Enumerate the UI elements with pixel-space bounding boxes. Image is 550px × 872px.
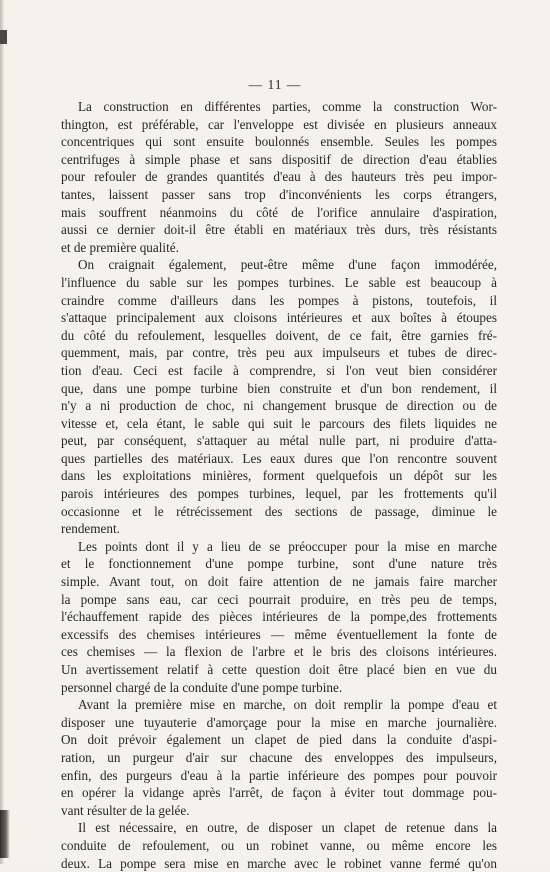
text-line: personnel chargé de la conduite d'une pompe turbine. bbox=[61, 679, 343, 695]
text-line: tion d'eau. Ceci est facile à comprendre, si l'on veut bien considérer bbox=[61, 362, 497, 378]
text-line: du côté du refoulement, lesquelles doivent, de ce fait, être garnies fré- bbox=[61, 327, 497, 343]
text-line: On craignait également, peut-être même d'une façon immodérée, bbox=[78, 257, 497, 273]
text-line: et le fonctionnement d'une pompe turbine, sont d'une nature très bbox=[61, 556, 497, 572]
text-line: s'attaque principalement aux cloisons intérieures et aux boîtes à étoupes bbox=[61, 310, 497, 326]
scan-edge-mark bbox=[0, 30, 7, 44]
text-line: Avant la première mise en marche, on doit remplir la pompe d'eau et bbox=[78, 697, 497, 713]
text-line: rendement. bbox=[61, 521, 120, 537]
text-line: ces chemises — la flexion de l'arbre et le bris des cloisons intérieures. bbox=[61, 644, 497, 660]
text-line: thington, est préférable, car l'enveloppe est divisée en plusieurs anneaux bbox=[61, 116, 497, 132]
text-line: occasionne et le rétrécissement des sections de passage, diminue le bbox=[61, 503, 497, 519]
text-line: aussi ce dernier doit-il être établi en matériaux très durs, très résistants bbox=[61, 222, 497, 238]
text-line: n'y a ni production de choc, ni changement brusque de direction ou de bbox=[61, 398, 497, 414]
text-line: vitesse et, cela étant, le sable qui suit le parcours des filets liquides ne bbox=[61, 415, 497, 431]
text-line: Les points dont il y a lieu de se préoccuper pour la mise en marche bbox=[78, 538, 497, 554]
scan-edge-mark bbox=[0, 810, 10, 858]
text-line: la pompe sans eau, car ceci pourrait produire, en très peu de temps, bbox=[61, 591, 497, 607]
text-line: conduite de refoulement, ou un robinet vanne, ou même encore les bbox=[61, 837, 497, 853]
text-line: concentriques qui sont ensuite boulonnés ensemble. Seules les pompes bbox=[61, 134, 497, 150]
text-line: tantes, laissent passer sans trop d'inconvénients les corps étrangers, bbox=[61, 186, 497, 202]
text-line: ration, un purgeur d'air sur chacune des enveloppes des impulseurs, bbox=[61, 749, 497, 765]
text-line: deux. La pompe sera mise en marche avec le robinet vanne fermé qu'on bbox=[61, 855, 497, 871]
page-number: — 11 — bbox=[248, 77, 302, 92]
text-line: quemment, mais, par contre, très peu aux impulseurs et tubes de direc- bbox=[61, 345, 497, 361]
body-text bbox=[61, 98, 497, 872]
text-line: l'échauffement rapide des pièces intérieures de la pompe,des frottements bbox=[61, 609, 497, 625]
text-line: peut, par conséquent, s'attaquer au métal nulle part, ni produire d'atta- bbox=[61, 433, 497, 449]
scan-left-edge bbox=[0, 0, 4, 864]
text-line: Il est nécessaire, en outre, de disposer un clapet de retenue dans la bbox=[78, 820, 497, 836]
text-line: pour refouler de grandes quantités d'eau à des hauteurs très peu impor- bbox=[61, 169, 497, 185]
text-line: Un avertissement relatif à cette question doit être placé bien en vue du bbox=[61, 662, 497, 677]
text-line: La construction en différentes parties, comme la construction Wor- bbox=[78, 99, 497, 114]
text-line: vant résulter de la gelée. bbox=[61, 802, 190, 818]
text-line: parois intérieures des pompes turbines, lequel, par les frottements qu'il bbox=[61, 486, 497, 502]
text-line: enfin, des purgeurs d'eau à la partie inférieure des pompes pour pouvoir bbox=[61, 767, 497, 783]
text-line: craindre comme d'ailleurs dans les pompes à pistons, toutefois, il bbox=[61, 292, 497, 308]
text-line: ques partielles des matériaux. Les eaux dures que l'on rencontre souvent bbox=[61, 450, 497, 466]
text-line: mais souffrent néanmoins du côté de l'orifice annulaire d'aspiration, bbox=[61, 204, 497, 220]
text-line: On doit prévoir également un clapet de pied dans la conduite d'aspi- bbox=[61, 732, 497, 748]
text-line: disposer une tuyauterie d'amorçage pour la mise en marche journalière. bbox=[61, 714, 497, 730]
text-line: et de première qualité. bbox=[61, 239, 179, 255]
text-line: dans les exploitations minières, forment quelquefois un dépôt sur les bbox=[61, 468, 497, 484]
text-line: en opérer la vidange après l'arrêt, de façon à éviter tout dommage pou- bbox=[61, 785, 497, 801]
text-line: que, dans une pompe turbine bien construite et d'un bon rendement, il bbox=[61, 380, 497, 396]
text-line: l'influence du sable sur les pompes turbines. Le sable est beaucoup à bbox=[61, 274, 497, 290]
text-line: centrifuges à simple phase et sans dispositif de direction d'eau établies bbox=[61, 151, 497, 167]
text-line: excessifs des chemises intérieures — même éventuellement la fonte de bbox=[61, 626, 497, 642]
text-line: simple. Avant tout, on doit faire attention de ne jamais faire marcher bbox=[61, 574, 497, 590]
